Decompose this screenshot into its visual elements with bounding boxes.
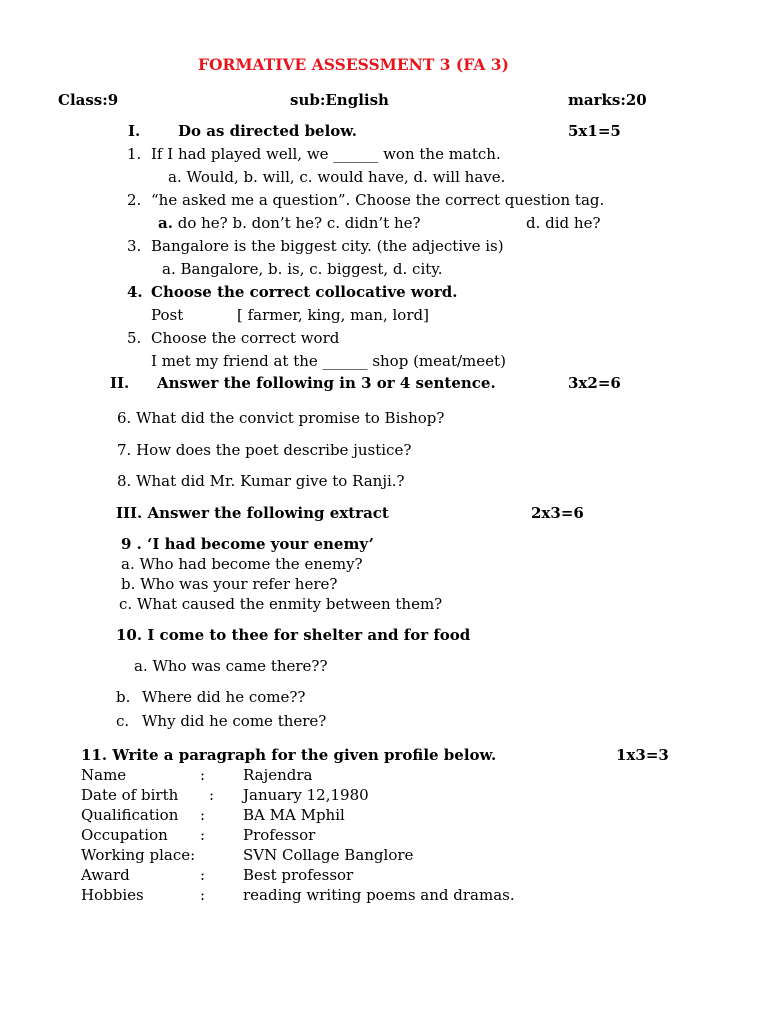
q10-a: a. Who was came there?? (134, 657, 328, 675)
section2-roman: II. (110, 374, 130, 392)
profile-label: Hobbies (81, 886, 144, 904)
q10-b-text: Where did he come?? (142, 688, 306, 706)
q4-text: Choose the correct collocative word. (151, 283, 458, 301)
profile-value: Best professor (243, 866, 354, 884)
q2-text: “he asked me a question”. Choose the correct question tag. (151, 191, 605, 209)
q1-options: a. Would, b. will, c. would have, d. will have. (168, 168, 506, 186)
page-title: FORMATIVE ASSESSMENT 3 (FA 3) (198, 55, 509, 74)
section1-roman: I. (128, 122, 141, 140)
q1-number: 1. (127, 145, 142, 163)
profile-label: Qualification (81, 806, 179, 824)
q9-c: c. What caused the enmity between them? (119, 595, 443, 613)
q2-options-abc: do he? b. don’t he? c. didn’t he? (172, 214, 421, 232)
profile-value: Rajendra (243, 766, 313, 784)
profile-label: Working place: (81, 846, 196, 864)
q3-number: 3. (127, 237, 142, 255)
section2-marks: 3x2=6 (568, 374, 621, 392)
q10-title: 10. I come to thee for shelter and for food (116, 626, 471, 644)
q2-option-a-letter: a. (158, 214, 173, 232)
q10-c-letter: c. (116, 712, 130, 730)
q5-sentence: I met my friend at the ______ shop (meat/meet) (151, 352, 506, 370)
section3-heading: III. Answer the following extract (116, 504, 389, 522)
q2-options (158, 214, 421, 232)
q2-number: 2. (127, 191, 142, 209)
q9-b: b. Who was your refer here? (121, 575, 338, 593)
q10-c-text: Why did he come there? (142, 712, 327, 730)
profile-separator: : (209, 786, 215, 804)
profile-value: January 12,1980 (243, 786, 369, 804)
section3-marks: 2x3=6 (531, 504, 584, 522)
profile-separator: : (200, 766, 206, 784)
profile-separator: : (200, 886, 206, 904)
profile-label: Occupation (81, 826, 168, 844)
q4-word: Post (151, 306, 184, 324)
q5-text: Choose the correct word (151, 329, 340, 347)
q2-option-d: d. did he? (526, 214, 601, 232)
q3-text: Bangalore is the biggest city. (the adjective is) (151, 237, 504, 255)
section1-heading: Do as directed below. (178, 122, 357, 140)
section1-marks: 5x1=5 (568, 122, 621, 140)
q8-text: 8. What did Mr. Kumar give to Ranji.? (117, 472, 405, 490)
profile-label: Date of birth (81, 786, 179, 804)
profile-value: SVN Collage Banglore (243, 846, 414, 864)
profile-label: Award (81, 866, 130, 884)
profile-value: BA MA Mphil (243, 806, 345, 824)
q10-b-letter: b. (116, 688, 131, 706)
profile-separator: : (200, 826, 206, 844)
q5-number: 5. (127, 329, 142, 347)
q9-a: a. Who had become the enemy? (121, 555, 363, 573)
q4-choices: [ farmer, king, man, lord] (237, 306, 429, 324)
profile-label: Name (81, 766, 127, 784)
profile-separator: : (200, 866, 206, 884)
q11-marks: 1x3=3 (616, 746, 669, 764)
subject-label: sub:English (290, 91, 389, 109)
profile-value: reading writing poems and dramas. (243, 886, 515, 904)
q7-text: 7. How does the poet describe justice? (117, 441, 412, 459)
profile-value: Professor (243, 826, 316, 844)
q11-heading: 11. Write a paragraph for the given profile below. (81, 746, 497, 764)
profile-separator: : (200, 806, 206, 824)
section2-heading: Answer the following in 3 or 4 sentence. (157, 374, 496, 392)
marks-label: marks:20 (568, 91, 647, 109)
q6-text: 6. What did the convict promise to Bishop? (117, 409, 445, 427)
q9-title: 9 . ‘I had become your enemy’ (121, 535, 374, 553)
q1-text: If I had played well, we ______ won the match. (151, 145, 501, 163)
q3-options: a. Bangalore, b. is, c. biggest, d. city. (162, 260, 443, 278)
q4-number: 4. (127, 283, 143, 301)
class-label: Class:9 (58, 91, 119, 109)
